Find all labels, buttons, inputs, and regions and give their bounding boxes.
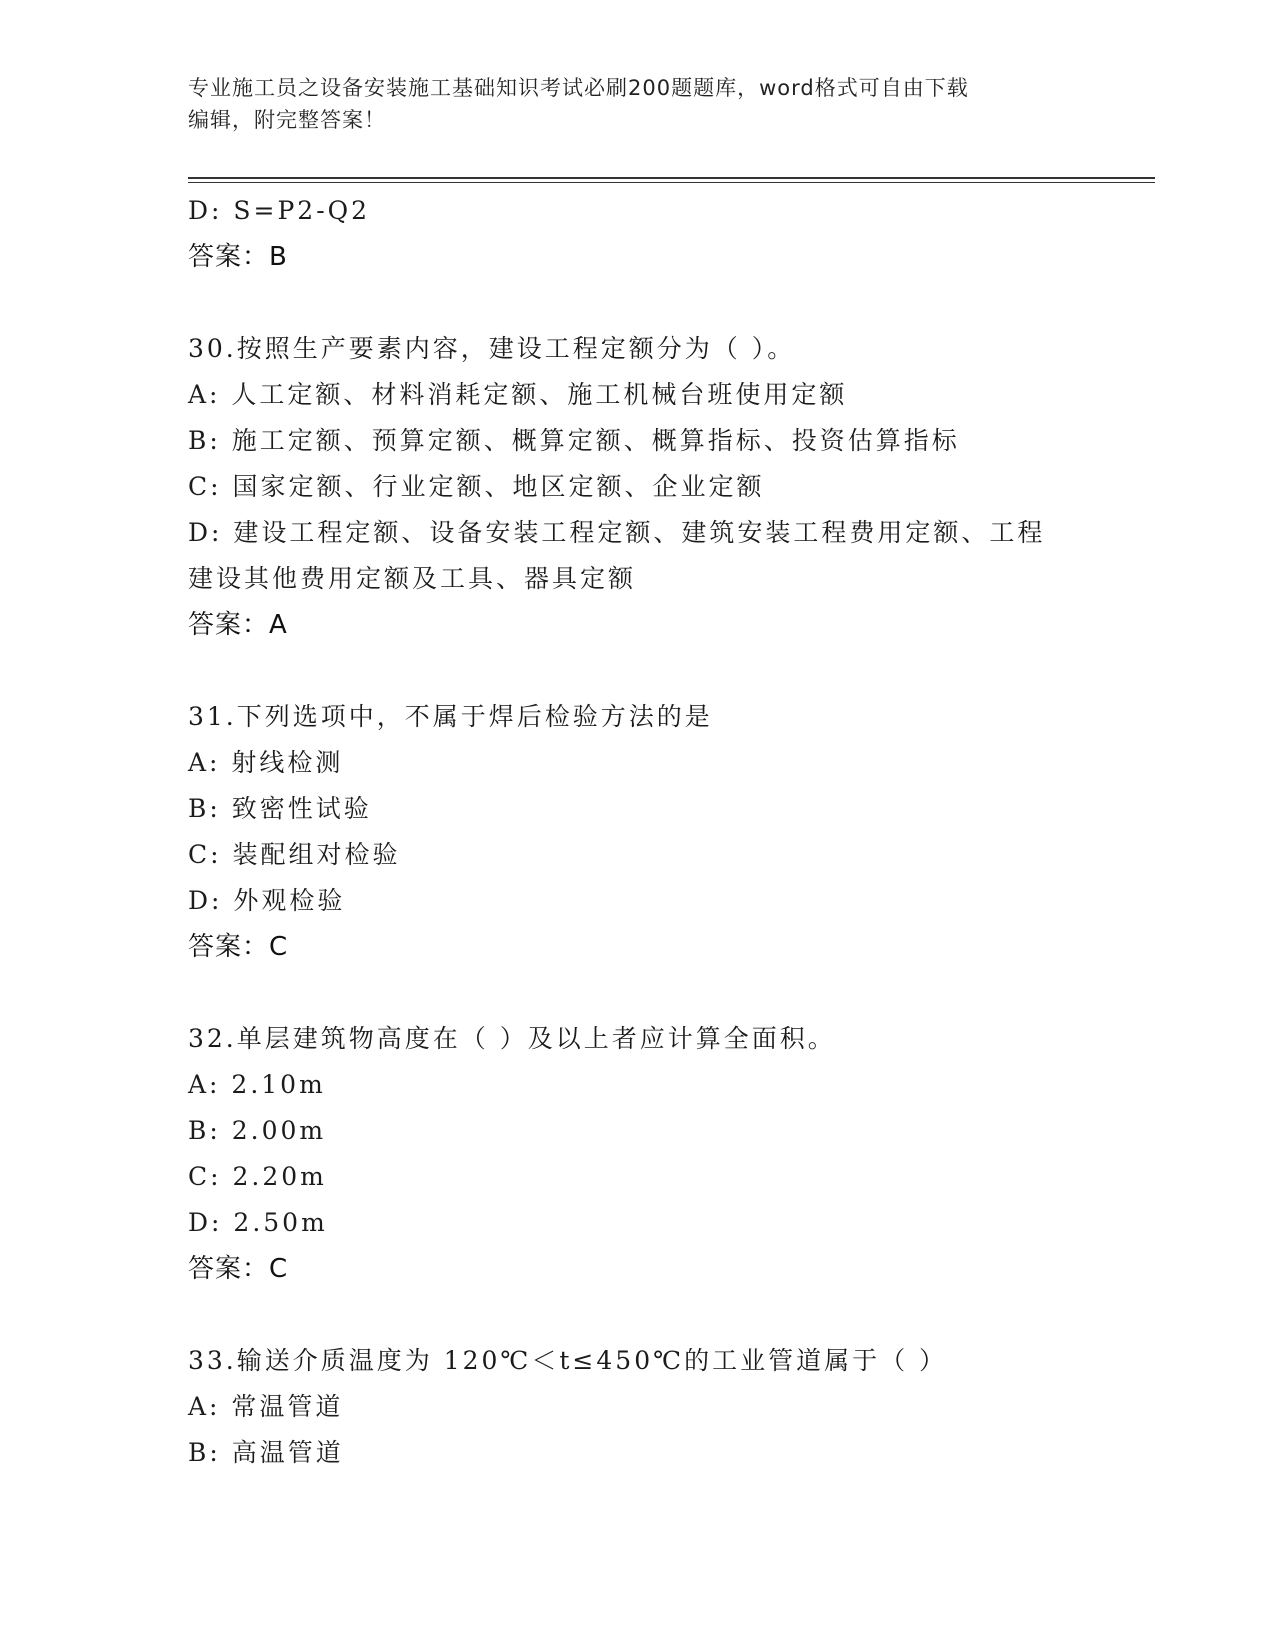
question-block-29 xyxy=(188,188,1088,280)
option-d: D: S=P2-Q2 xyxy=(188,196,371,225)
spacer xyxy=(188,648,1088,694)
option-a: A: 2.10m xyxy=(188,1070,326,1099)
question-text: 30.按照生产要素内容，建设工程定额分为（ ）。 xyxy=(188,334,796,363)
option-a: A: 射线检测 xyxy=(188,748,344,777)
option-c: C: 国家定额、行业定额、地区定额、企业定额 xyxy=(188,472,765,501)
answer-line: 答案：C xyxy=(188,1254,289,1284)
option-a: A: 人工定额、材料消耗定额、施工机械台班使用定额 xyxy=(188,380,848,409)
document-header xyxy=(188,72,1068,136)
option-b: B: 施工定额、预算定额、概算定额、概算指标、投资估算指标 xyxy=(188,426,960,455)
question-text: 31.下列选项中，不属于焊后检验方法的是 xyxy=(188,702,713,731)
option-d: D: 外观检验 xyxy=(188,886,346,915)
question-block-33 xyxy=(188,1338,1088,1476)
question-text: 32.单层建筑物高度在（ ）及以上者应计算全面积。 xyxy=(188,1024,836,1053)
question-block-32 xyxy=(188,1016,1088,1292)
option-a: A: 常温管道 xyxy=(188,1392,344,1421)
spacer xyxy=(188,970,1088,1016)
answer-line: 答案：A xyxy=(188,610,288,640)
header-title-line-2: 编辑，附完整答案！ xyxy=(188,108,386,132)
option-d: D: 建设工程定额、设备安装工程定额、建筑安装工程费用定额、工程 xyxy=(188,518,1046,547)
answer-line: 答案：C xyxy=(188,932,289,962)
question-block-31 xyxy=(188,694,1088,970)
option-b: B: 2.00m xyxy=(188,1116,327,1145)
option-d-continued: 建设其他费用定额及工具、器具定额 xyxy=(188,564,637,593)
answer-line: 答案：B xyxy=(188,242,288,272)
question-block-30 xyxy=(188,326,1088,648)
header-title-line-1: 专业施工员之设备安装施工基础知识考试必刷200题题库，word格式可自由下载 xyxy=(188,76,969,100)
question-text: 33.输送介质温度为 120℃＜t≤450℃的工业管道属于（ ） xyxy=(188,1346,948,1375)
header-divider-thin xyxy=(188,182,1155,183)
option-b: B: 高温管道 xyxy=(188,1438,344,1467)
header-divider-thick xyxy=(188,177,1155,179)
option-d: D: 2.50m xyxy=(188,1208,328,1237)
spacer xyxy=(188,280,1088,326)
question-list xyxy=(188,188,1088,1476)
option-c: C: 2.20m xyxy=(188,1162,327,1191)
option-c: C: 装配组对检验 xyxy=(188,840,401,869)
option-b: B: 致密性试验 xyxy=(188,794,372,823)
spacer xyxy=(188,1292,1088,1338)
